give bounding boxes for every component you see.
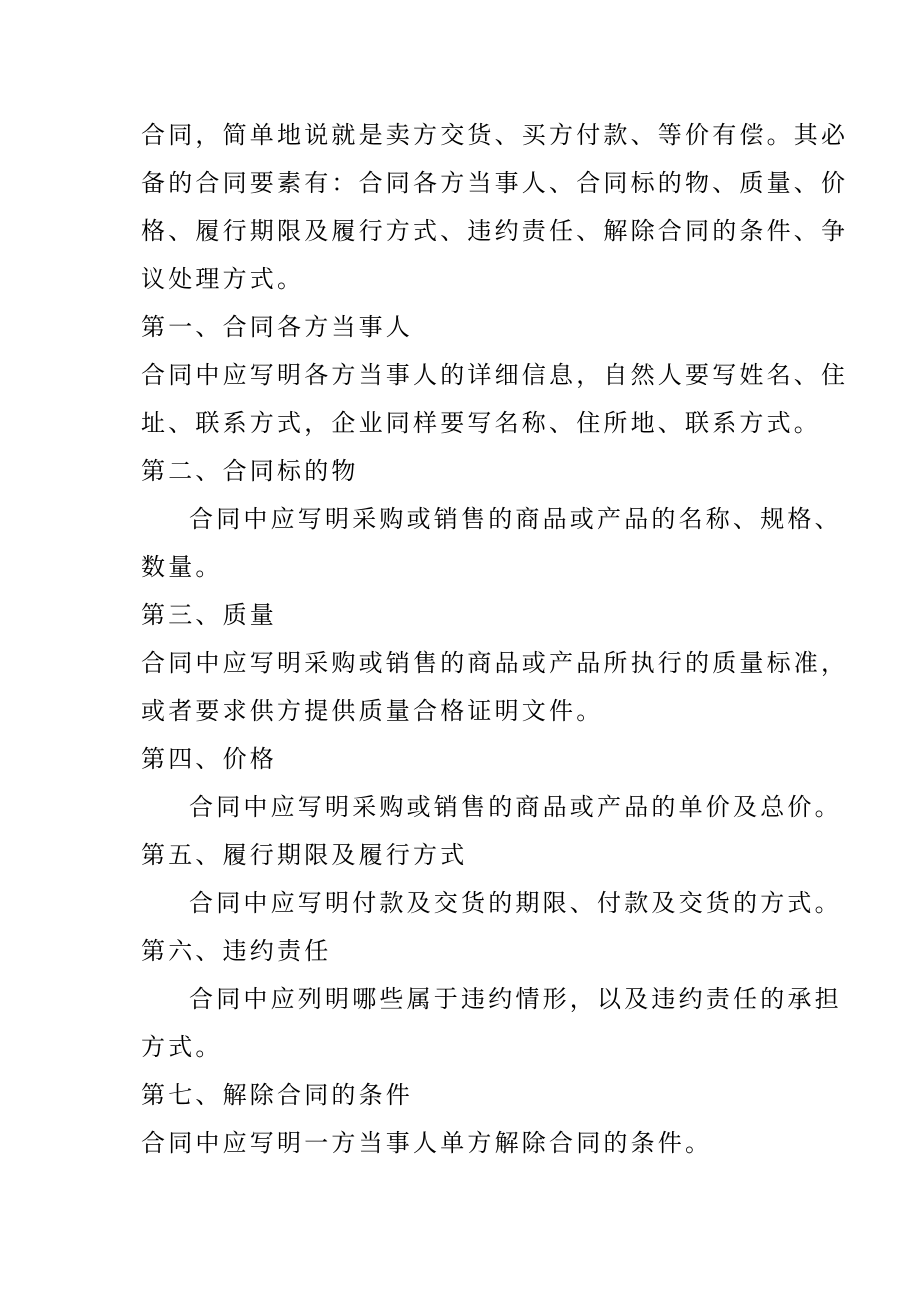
- section-body-line: 合同中应列明哪些属于违约情形，以及违约责任的承担: [189, 985, 842, 1013]
- section-body-line: 或者要求供方提供质量合格证明文件。: [141, 697, 604, 725]
- section-heading: 第四、价格: [141, 745, 277, 773]
- intro-line: 备的合同要素有：合同各方当事人、合同标的物、质量、价: [141, 169, 849, 197]
- section-body-line: 合同中应写明采购或销售的商品或产品所执行的质量标准，: [141, 649, 849, 677]
- intro-line: 合同，简单地说就是卖方交货、买方付款、等价有偿。其必: [141, 121, 849, 149]
- section-heading: 第六、违约责任: [141, 937, 332, 965]
- section-heading: 第三、质量: [141, 601, 277, 629]
- section-body-line: 合同中应写明付款及交货的期限、付款及交货的方式。: [189, 889, 842, 917]
- section-body-line: 址、联系方式，企业同样要写名称、住所地、联系方式。: [141, 409, 821, 437]
- section-heading: 第七、解除合同的条件: [141, 1081, 413, 1109]
- section-body-line: 合同中应写明采购或销售的商品或产品的单价及总价。: [189, 793, 842, 821]
- section-body-line: 合同中应写明各方当事人的详细信息，自然人要写姓名、住: [141, 361, 849, 389]
- section-heading: 第五、履行期限及履行方式: [141, 841, 468, 869]
- section-heading: 第一、合同各方当事人: [141, 313, 413, 341]
- section-body-line: 合同中应写明一方当事人单方解除合同的条件。: [141, 1129, 713, 1157]
- document-body: [141, 111, 849, 1167]
- section-body-line: 数量。: [141, 553, 223, 581]
- section-body-line: 方式。: [141, 1033, 223, 1061]
- intro-line: 格、履行期限及履行方式、违约责任、解除合同的条件、争: [141, 217, 849, 245]
- section-heading: 第二、合同标的物: [141, 457, 359, 485]
- section-body-line: 合同中应写明采购或销售的商品或产品的名称、规格、: [189, 505, 842, 533]
- intro-line: 议处理方式。: [141, 265, 305, 293]
